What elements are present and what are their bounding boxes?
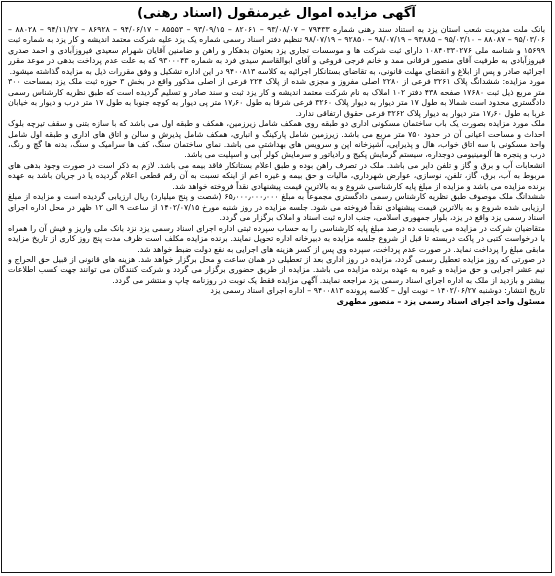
notice-paragraph: مورد مزایده: ششدانگ پلاک ۳۲۶۱ فرعی از ۲۲۸۰ اصلی مفروز و مجزی شده از پلاک ۲۲۴ فرعی از اصلی مذکور واقع در بخش ۳ حوزه ثبت ملک یزد بمساحت ۳۰۰ متر مربع ذیل ثبت ۱۷۶۸۰ صفحه ۴۳۸ دفتر ۱۰۲ املاک به نام شرکت معتمد اندیشه و کار یزد ثبت و سند صادر و تسلیم گردیده است که طبق نظریه کارشناس رسمی دادگستری محدود است شمالا به طول ۱۷ متر دیوار به دیوار پلاک ۳۲۶۰ فرعی شرقا به طول ۱۷٫۶۰ متر پی دیوار به کوچه جنوبا به طول ۱۷ متر درب و دیوار به خیابان غربا به طول ۱۷٫۶۰ متر دیوار به دیوار پلاک ۳۲۶۲ فرعی حقوق ارتفاقی ندارد. <box>8 77 545 118</box>
notice-frame <box>1 1 552 573</box>
notice-paragraph: متقاضیان شرکت در مزایده می بایست ده درصد مبلغ پایه کارشناسی را به حساب سپرده ثبتی اداره اجرای اسناد رسمی یزد نزد بانک ملی واریز و فیش آن را همراه با درخواست کتبی در پاکت دربسته تا قبل از شروع جلسه مزایده به دبیرخانه اداره تحویل نمایند. برنده مزایده مکلف است ظرف مدت پنج روز کاری از تاریخ مزایده مابقی مبلغ را پرداخت نماید. در صورت عدم پرداخت، سپرده وی پس از کسر هزینه های اجرایی به نفع دولت ضبط خواهد شد. <box>8 223 545 254</box>
notice-paragraph: ششدانگ ملک موصوف طبق نظریه کارشناس رسمی دادگستری مجموعاً به مبلغ ۶۵٫۰۰۰٫۰۰۰٫۰۰۰ (شصت و پنج میلیارد) ریال ارزیابی گردیده است و مزایده از مبلغ ارزیابی شده شروع و به بالاترین قیمت پیشنهادی نقداً فروخته می شود. جلسه مزایده در روز شنبه مورخ ۱۴۰۲/۰۷/۱۵ از ساعت ۹ الی ۱۲ ظهر در محل اداره اجرای اسناد رسمی یزد واقع در یزد، بلوار جمهوری اسلامی، جنب اداره ثبت اسناد و املاک برگزار می گردد. <box>8 192 545 223</box>
notice-footer: مسئول واحد اجرای اسناد رسمی یزد – منصور مطهری <box>336 296 545 306</box>
notice-body <box>8 25 545 568</box>
notice-paragraph: تاریخ انتشار: دوشنبه ۱۴۰۲/۰۶/۲۷ – نوبت اول – کلاسه پرونده ۹۴۰۰۸۱۳ – اداره اجرای اسناد رسمی یزد <box>210 286 545 296</box>
notice-title: آگهی مزایده اموال غیرمنقول (اسناد رهنی) <box>137 6 416 21</box>
notice-paragraph: بانک ملت مدیریت شعب استان یزد به استناد سند رهنی شماره ۷۹۴۳۳ – ۹۳/۰۸/۰۷ – ۸۲۰۶۱ – ۹۳/۰۹/۱۵ – ۸۵۵۵۳ – ۹۴/۰۶/۱۷ – ۸۶۹۲۸ – ۹۴/۱۱/۲۷ – ۸۸۰۲۸ – ۹۵/۰۳/۰۶ – ۸۸۰۸۷ – ۹۵/۰۳/۱۰ – ۹۳۸۸۵ – ۹۸/۰۷/۱۹ – ۹۲۸۵۰ – ۹۸/۰۷/۱۹ تنظیم دفتر اسناد رسمی شماره یک یزد علیه شرکت معتمد اندیشه و کار یزد به شماره ثبت ۱۵۶۹۹ و شناسه ملی ۱۰۸۴۰۳۳۰۲۷۶ دارای ثبت شرکت ها و موسسات تجاری یزد بعنوان بدهکار و راهن و ضامنین آقایان شهرام سعیدی فیروزآبادی و احمد صدری فیروزآبادی به طرفیت آقای منصور فرقانی ممد و خانم فرجی فروغی و آقای ابوالقاسم سیدی فرد به شماره ۹۳۰۰۰۴۳ که به علت عدم پرداخت بدهی در موعد مقرر اجرائیه صادر و پس از ابلاغ و انقضای مهلت قانونی، به تقاضای بستانکار اجرائیه به کلاسه ۹۴۰۰۸۱۳ در این اداره تشکیل و وفق مقررات ذیل به مزایده گذاشته میشود. <box>8 25 545 76</box>
notice-paragraph: ملک مورد مزایده بصورت یک باب ساختمان مسکونی اداری دو طبقه روی همکف شامل زیرزمین، همکف و طبقه اول می باشد که با سازه بتنی و سقف تیرچه بلوک احداث و مساحت اعیانی آن در حدود ۷۵۰ متر مربع می باشد. زیرزمین شامل پارکینگ و انباری، همکف شامل پذیرش و سالن و اتاق های اداری و طبقه اول شامل واحد مسکونی با سه اتاق خواب، هال و پذیرایی، آشپزخانه اپن و سرویس های بهداشتی می باشد. نمای ساختمان سنگ، کف ها سرامیک و سنگ، بدنه ها گچ و رنگ، درب و پنجره ها آلومینیومی دوجداره، سیستم گرمایش پکیج و رادیاتور و سرمایش کولر آبی و اسپلیت می باشد. <box>8 119 545 160</box>
notice-paragraph: انشعابات آب و برق و گاز و تلفن دایر می باشد. ملک در تصرف راهن بوده و طبق اعلام بستانکار فاقد بیمه می باشد. لازم به ذکر است در صورت وجود بدهی های مربوط به آب، برق، گاز، تلفن، نوسازی، عوارض شهرداری، مالیات و حق بیمه و غیره اعم از اینکه نسبت به آن رقم قطعی اعلام گردیده یا در جریان باشد به عهده برنده مزایده می باشد و مزایده از مبلغ پایه کارشناسی شروع و به بالاترین قیمت پیشنهادی نقداً فروخته خواهد شد. <box>8 160 545 191</box>
notice-paragraph: در صورتی که روز مزایده تعطیل رسمی گردد، مزایده در روز اداری بعد از تعطیلی در همان ساعت و محل برگزار خواهد شد. هزینه های قانونی از قبیل حق الحراج و نیم عشر اجرایی و حق مزایده و غیره به عهده برنده مزایده می باشد. مزایده از طریق حضوری برگزار می گردد و شرکت کنندگان می توانند جهت کسب اطلاعات بیشتر و بازدید از ملک به اداره اجرای اسناد رسمی یزد مراجعه نمایند. آگهی مزایده فقط یک نوبت در روزنامه چاپ و منتشر می گردد. <box>8 254 545 285</box>
